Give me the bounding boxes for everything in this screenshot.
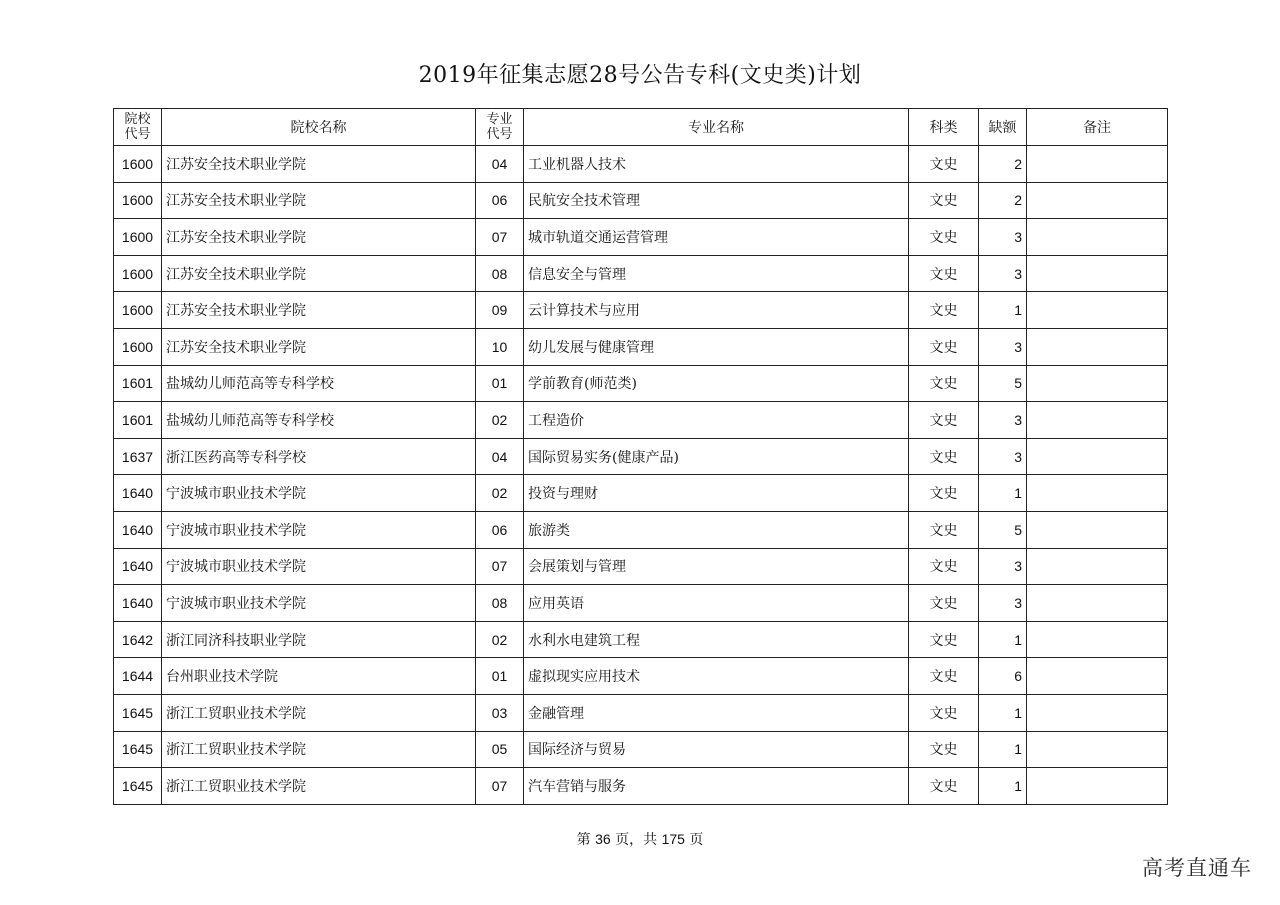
cell-school-name: 浙江工贸职业技术学院 (162, 768, 476, 805)
header-school-code (114, 109, 162, 146)
cell-quota: 5 (979, 511, 1027, 548)
cell-major-name: 汽车营销与服务 (524, 768, 909, 805)
header-remarks: 备注 (1027, 109, 1168, 146)
table-row (114, 146, 1168, 183)
cell-major-code: 03 (476, 694, 524, 731)
cell-major-name: 国际贸易实务(健康产品) (524, 438, 909, 475)
table-row (114, 475, 1168, 512)
cell-major-name: 信息安全与管理 (524, 255, 909, 292)
cell-quota: 3 (979, 219, 1027, 256)
cell-quota: 1 (979, 731, 1027, 768)
cell-remarks (1027, 402, 1168, 439)
page-title: 2019年征集志愿28号公告专科(文史类)计划 (418, 63, 862, 88)
cell-category: 文史 (909, 438, 979, 475)
cell-quota: 1 (979, 292, 1027, 329)
cell-category: 文史 (909, 548, 979, 585)
header-quota: 缺额 (979, 109, 1027, 146)
cell-school-code: 1601 (114, 365, 162, 402)
table-row (114, 402, 1168, 439)
cell-school-code: 1600 (114, 292, 162, 329)
cell-category: 文史 (909, 658, 979, 695)
cell-quota: 1 (979, 475, 1027, 512)
cell-category: 文史 (909, 731, 979, 768)
cell-school-code: 1600 (114, 182, 162, 219)
watermark-text: 高考直通车 (1142, 856, 1252, 880)
header-major-code-line2: 代号 (486, 127, 513, 142)
table-row (114, 548, 1168, 585)
header-school-name: 院校名称 (162, 109, 476, 146)
cell-school-name: 宁波城市职业技术学院 (162, 548, 476, 585)
cell-major-name: 国际经济与贸易 (524, 731, 909, 768)
cell-major-code: 09 (476, 292, 524, 329)
page-footer (0, 829, 1280, 849)
cell-major-code: 07 (476, 768, 524, 805)
cell-quota: 3 (979, 255, 1027, 292)
cell-category: 文史 (909, 585, 979, 622)
cell-major-name: 旅游类 (524, 511, 909, 548)
cell-category: 文史 (909, 621, 979, 658)
footer-middle: 页，共 (610, 832, 662, 848)
cell-major-name: 城市轨道交通运营管理 (524, 219, 909, 256)
header-major-code-line1: 专业 (486, 112, 513, 127)
cell-quota: 2 (979, 146, 1027, 183)
cell-remarks (1027, 146, 1168, 183)
cell-major-name: 民航安全技术管理 (524, 182, 909, 219)
cell-school-code: 1640 (114, 548, 162, 585)
cell-school-code: 1642 (114, 621, 162, 658)
cell-school-code: 1601 (114, 402, 162, 439)
cell-category: 文史 (909, 146, 979, 183)
cell-major-code: 01 (476, 365, 524, 402)
cell-category: 文史 (909, 328, 979, 365)
table-row (114, 694, 1168, 731)
cell-remarks (1027, 365, 1168, 402)
cell-major-name: 水利水电建筑工程 (524, 621, 909, 658)
cell-school-code: 1637 (114, 438, 162, 475)
cell-category: 文史 (909, 255, 979, 292)
cell-school-code: 1600 (114, 255, 162, 292)
cell-remarks (1027, 255, 1168, 292)
enrollment-plan-table (113, 108, 1168, 805)
footer-total-pages: 175 (661, 831, 685, 847)
cell-major-code: 04 (476, 146, 524, 183)
table-row (114, 511, 1168, 548)
cell-category: 文史 (909, 292, 979, 329)
cell-major-code: 02 (476, 621, 524, 658)
header-school-code-line1: 院校 (124, 112, 151, 127)
cell-major-code: 01 (476, 658, 524, 695)
table-row (114, 768, 1168, 805)
cell-school-name: 盐城幼儿师范高等专科学校 (162, 402, 476, 439)
cell-school-name: 浙江工贸职业技术学院 (162, 731, 476, 768)
table-row (114, 365, 1168, 402)
cell-school-name: 江苏安全技术职业学院 (162, 219, 476, 256)
cell-quota: 3 (979, 328, 1027, 365)
cell-major-name: 应用英语 (524, 585, 909, 622)
cell-remarks (1027, 182, 1168, 219)
cell-school-code: 1645 (114, 768, 162, 805)
cell-category: 文史 (909, 219, 979, 256)
cell-school-name: 江苏安全技术职业学院 (162, 255, 476, 292)
cell-quota: 3 (979, 585, 1027, 622)
cell-quota: 3 (979, 438, 1027, 475)
cell-quota: 5 (979, 365, 1027, 402)
cell-category: 文史 (909, 694, 979, 731)
table-row (114, 182, 1168, 219)
cell-remarks (1027, 328, 1168, 365)
cell-school-name: 浙江同济科技职业学院 (162, 621, 476, 658)
table-row (114, 585, 1168, 622)
cell-school-code: 1600 (114, 219, 162, 256)
cell-school-name: 宁波城市职业技术学院 (162, 511, 476, 548)
cell-school-name: 江苏安全技术职业学院 (162, 292, 476, 329)
cell-quota: 3 (979, 402, 1027, 439)
cell-school-name: 盐城幼儿师范高等专科学校 (162, 365, 476, 402)
cell-quota: 1 (979, 621, 1027, 658)
table-row (114, 731, 1168, 768)
cell-quota: 3 (979, 548, 1027, 585)
cell-remarks (1027, 731, 1168, 768)
table-row (114, 621, 1168, 658)
cell-major-name: 云计算技术与应用 (524, 292, 909, 329)
cell-school-code: 1640 (114, 475, 162, 512)
cell-school-name: 江苏安全技术职业学院 (162, 328, 476, 365)
header-major-name: 专业名称 (524, 109, 909, 146)
cell-school-name: 宁波城市职业技术学院 (162, 585, 476, 622)
cell-category: 文史 (909, 475, 979, 512)
cell-major-name: 投资与理财 (524, 475, 909, 512)
table-row (114, 328, 1168, 365)
cell-school-code: 1600 (114, 328, 162, 365)
cell-major-code: 08 (476, 585, 524, 622)
footer-suffix: 页 (684, 832, 704, 848)
cell-remarks (1027, 475, 1168, 512)
cell-major-name: 虚拟现实应用技术 (524, 658, 909, 695)
cell-category: 文史 (909, 365, 979, 402)
cell-remarks (1027, 292, 1168, 329)
header-major-code (476, 109, 524, 146)
cell-major-name: 幼儿发展与健康管理 (524, 328, 909, 365)
cell-school-code: 1645 (114, 731, 162, 768)
cell-category: 文史 (909, 402, 979, 439)
cell-remarks (1027, 621, 1168, 658)
cell-major-name: 工业机器人技术 (524, 146, 909, 183)
cell-school-name: 江苏安全技术职业学院 (162, 182, 476, 219)
cell-major-code: 07 (476, 548, 524, 585)
cell-remarks (1027, 585, 1168, 622)
table-body (114, 146, 1168, 805)
table-row (114, 438, 1168, 475)
cell-major-code: 07 (476, 219, 524, 256)
cell-remarks (1027, 548, 1168, 585)
cell-major-code: 05 (476, 731, 524, 768)
header-school-code-line2: 代号 (124, 127, 151, 142)
cell-school-code: 1640 (114, 585, 162, 622)
table-row (114, 255, 1168, 292)
cell-school-code: 1600 (114, 146, 162, 183)
cell-school-name: 江苏安全技术职业学院 (162, 146, 476, 183)
cell-major-code: 02 (476, 402, 524, 439)
table-header-row (114, 109, 1168, 146)
footer-current-page: 36 (595, 831, 611, 847)
cell-remarks (1027, 219, 1168, 256)
cell-school-code: 1645 (114, 694, 162, 731)
cell-quota: 1 (979, 768, 1027, 805)
table-row (114, 292, 1168, 329)
cell-category: 文史 (909, 768, 979, 805)
cell-major-code: 06 (476, 511, 524, 548)
cell-remarks (1027, 658, 1168, 695)
cell-remarks (1027, 511, 1168, 548)
cell-quota: 2 (979, 182, 1027, 219)
table-row (114, 658, 1168, 695)
cell-category: 文史 (909, 511, 979, 548)
cell-school-name: 台州职业技术学院 (162, 658, 476, 695)
cell-major-code: 08 (476, 255, 524, 292)
table-row (114, 219, 1168, 256)
cell-remarks (1027, 768, 1168, 805)
cell-major-name: 工程造价 (524, 402, 909, 439)
cell-major-code: 06 (476, 182, 524, 219)
cell-remarks (1027, 694, 1168, 731)
header-category: 科类 (909, 109, 979, 146)
cell-major-name: 会展策划与管理 (524, 548, 909, 585)
cell-major-name: 金融管理 (524, 694, 909, 731)
footer-prefix: 第 (576, 832, 596, 848)
cell-major-code: 10 (476, 328, 524, 365)
cell-school-name: 浙江工贸职业技术学院 (162, 694, 476, 731)
cell-school-code: 1640 (114, 511, 162, 548)
cell-school-name: 浙江医药高等专科学校 (162, 438, 476, 475)
cell-major-name: 学前教育(师范类) (524, 365, 909, 402)
cell-quota: 6 (979, 658, 1027, 695)
cell-major-code: 02 (476, 475, 524, 512)
cell-major-code: 04 (476, 438, 524, 475)
cell-quota: 1 (979, 694, 1027, 731)
cell-remarks (1027, 438, 1168, 475)
cell-school-name: 宁波城市职业技术学院 (162, 475, 476, 512)
cell-category: 文史 (909, 182, 979, 219)
cell-school-code: 1644 (114, 658, 162, 695)
